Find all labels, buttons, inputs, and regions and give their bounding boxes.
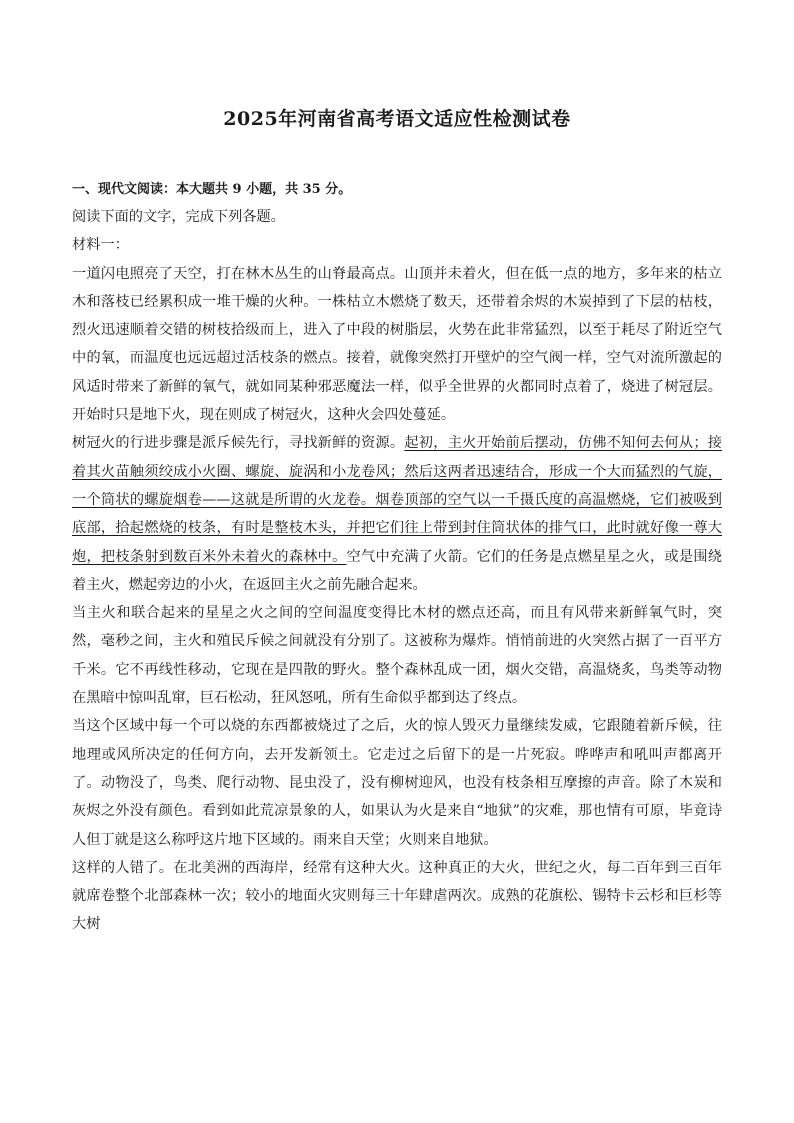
paragraph-north-america: 这样的人错了。在北美洲的西海岸，经常有这种大火。这种真正的大火，世纪之火，每二百年到三百年就席卷整个北部森林一次；较小的地面火灾则每三十年肆虐两次。成熟的花旗松、锡特卡云杉和巨杉等大树 — [72, 859, 722, 933]
paragraph-crown-fire — [72, 429, 722, 599]
paragraph-aftermath: 当这个区域中每一个可以烧的东西都被烧过了之后，火的惊人毁灭力量继续发威，它跟随着新斥候，往地理或风所决定的任何方向，去开发新领土。它走过之后留下的是一片死寂。哗哗声和吼叫声都离开了。动物没了，鸟类、爬行动物、昆虫没了，没有柳树迎风，也没有枝条相互摩擦的声音。除了木炭和灰烬之外没有颜色。看到如此荒凉景象的人，如果认为火是来自“地狱”的灾难，那也情有可原，毕竟诗人但丁就是这么称呼这片地下区域的。雨来自天堂；火则来自地狱。 — [72, 718, 722, 848]
section-heading-detail: 本大题共 9 小题，共 35 分。 — [176, 182, 352, 197]
paragraph-lightning: 一道闪电照亮了天空，打在林木丛生的山脊最高点。山顶并未着火，但在低一点的地方，多年来的枯立木和落枝已经累积成一堆干燥的火种。一株枯立木燃烧了数天，还带着余烬的木炭掉到了下层的枯枝，烈火迅速顺着交错的树枝拾级而上，进入了中段的树脂层，火势在此非常猛烈，以至于耗尽了附近空气中的氧，而温度也远远超过活枝条的燃点。接着，就像突然打开壁炉的空气阀一样，空气对流所激起的风适时带来了新鲜的氧气，就如同某种邪恶魔法一样，似乎全世界的火都同时点着了，烧进了树冠层。开始时只是地下火，现在则成了树冠火，这种火会四处蔓延。 — [72, 265, 722, 424]
document-title: 2025年河南省高考语文适应性检测试卷 — [223, 108, 571, 130]
section-heading-prefix: 一、现代文阅读： — [72, 182, 177, 197]
section-heading — [72, 176, 722, 203]
paragraph-crown-fire-end: 空气中充满了火箭。它们的任务是点燃星星之火，或是围绕着主火，燃起旁边的小火，在返回主火之前先融合起来。 — [72, 548, 722, 593]
paragraph-crown-fire-intro: 树冠火的行进步骤是派斥候先行，寻找新鲜的资源。 — [72, 435, 405, 452]
underlined-passage: 起初，主火开始前后摆动，仿佛不知何去何从；接着其火苗触须绞成小火圈、螺旋、旋涡和小龙卷风；然后这两者迅速结合，形成一个大而猛烈的气旋，一个筒状的螺旋烟卷——这就是所谓的火龙卷。烟卷顶部的空气以一千摄氏度的高温燃烧，它们被吸到底部，拾起燃烧的枝条，有时是整枝木头，并把它们往上带到封住筒状体的排气口，此时就好像一尊大炮，把枝条射到数百米外未着火的森林中。 — [72, 435, 722, 565]
reading-instruction: 阅读下面的文字，完成下列各题。 — [72, 209, 285, 225]
material-label: 材料一： — [72, 237, 129, 254]
paragraph-explosion: 当主火和联合起来的星星之火之间的空间温度变得比木材的燃点还高，而且有风带来新鲜氧气时，突然，毫秒之间，主火和殖民斥候之间就没有分别了。这被称为爆炸。悄悄前进的火突然占据了一百平方千米。它不再线性移动，它现在是四散的野火。整个森林乱成一团，烟火交错，高温烧炙，鸟类等动物在黑暗中惊叫乱窜，巨石松动，狂风怒吼，所有生命似乎都到达了终点。 — [72, 605, 722, 707]
